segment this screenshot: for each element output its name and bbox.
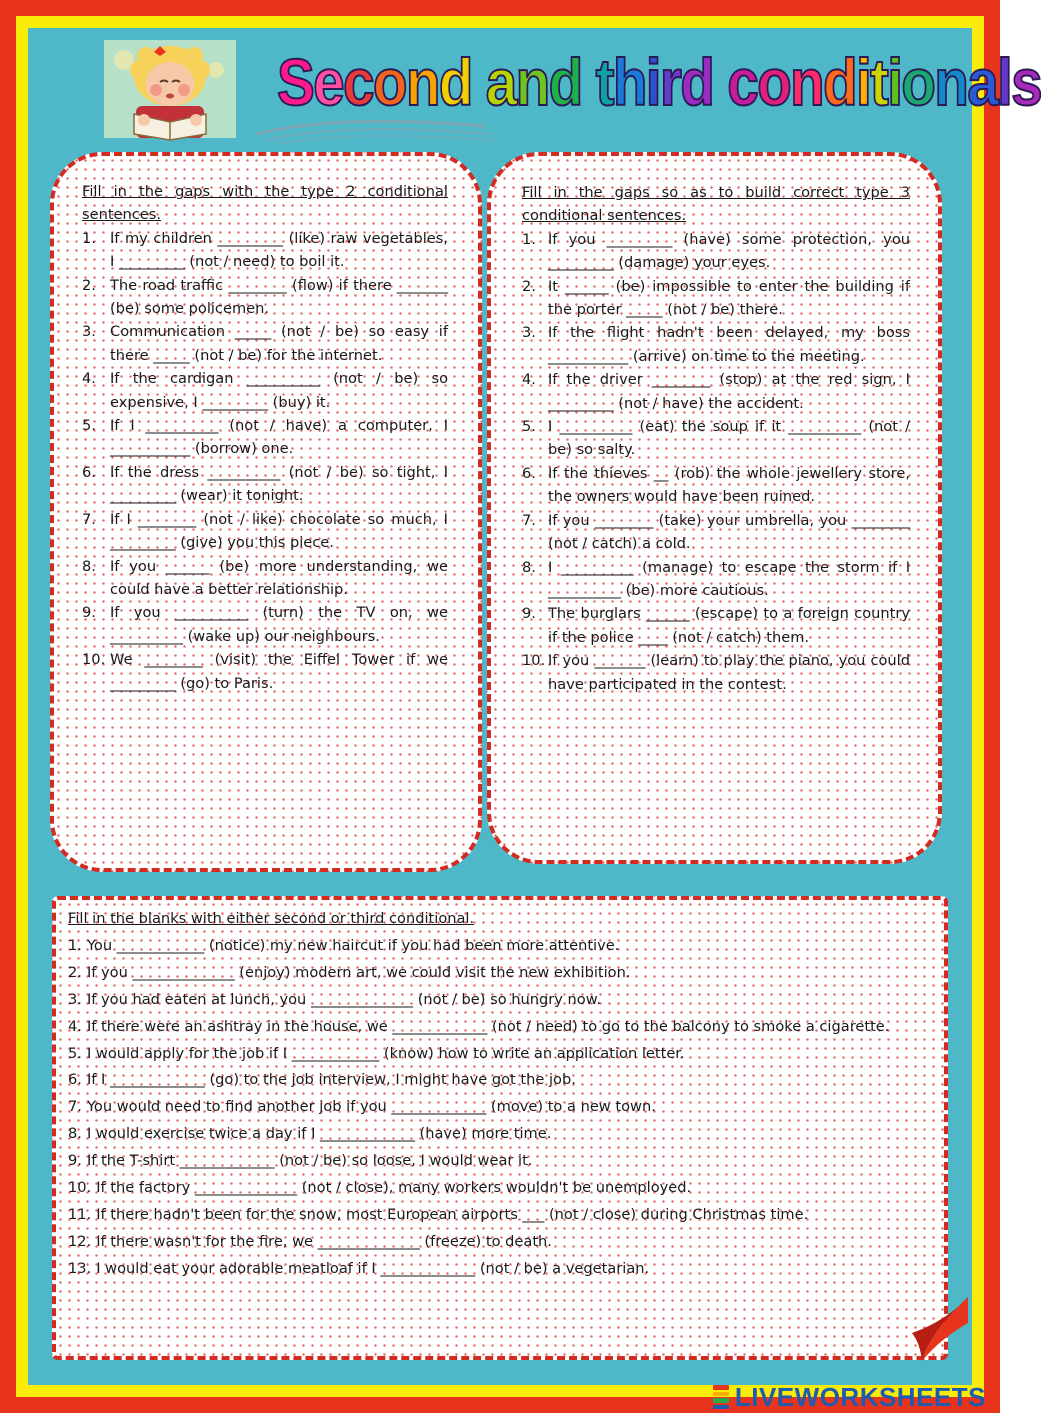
type2-item-text: If I ________ (not / like) chocolate so much, I _________ (give) you this piece. (110, 510, 448, 552)
title-letter: s (1011, 45, 1041, 119)
type2-item-number: 2. (82, 276, 96, 294)
type3-item-number: 6. (522, 464, 536, 482)
mixed-item-number: 3. (68, 990, 82, 1008)
type3-item-text: If you _________ (have) some protection, you _________ (damage) your eyes. (548, 230, 910, 272)
title-letter: t (870, 45, 888, 119)
title-letter: i (645, 45, 660, 119)
liveworksheets-wordmark: LIVEWORKSHEETS (734, 1381, 986, 1412)
type2-item (82, 367, 448, 414)
brand-mark-bar (713, 1398, 729, 1403)
mixed-item-number: 9. (68, 1152, 82, 1170)
mixed-item (68, 1256, 938, 1283)
mixed-item (68, 1094, 938, 1121)
type3-item-text: If you ________ (take) your umbrella, you ________ (not / catch) a cold. (548, 511, 910, 553)
title-letter: n (405, 45, 439, 119)
title-letter: i (855, 45, 871, 119)
type3-item-number: 5. (522, 418, 536, 436)
mixed-item-number: 11. (68, 1205, 92, 1223)
title-letter: o (757, 45, 791, 119)
type3-item (522, 228, 910, 275)
type2-item-number: 6. (82, 463, 96, 481)
type2-item-text: If you __________ (turn) the TV on, we __________ (wake up) our neighbours. (110, 604, 448, 645)
mixed-item-number: 2. (68, 963, 82, 981)
type2-item-number: 3. (82, 323, 96, 341)
type3-item (522, 275, 910, 322)
mixed-item (68, 1041, 938, 1068)
reading-girl-illustration (104, 40, 236, 138)
type2-item-number: 10. (82, 651, 106, 669)
type2-item-text: If the dress __________ (not / be) so tight, I _________ (wear) it tonight. (110, 463, 448, 505)
mixed-item-text: I would apply for the job if I ____________ (know) how to write an application letter. (86, 1044, 685, 1062)
mixed-item-number: 4. (68, 1017, 82, 1035)
type2-item (82, 508, 448, 555)
type3-item (522, 415, 910, 462)
page-curl-decoration (850, 1293, 970, 1363)
type2-item (82, 274, 448, 321)
type3-item-number: 9. (522, 605, 536, 623)
title-letter: c (343, 45, 373, 119)
type2-item-number: 9. (82, 604, 96, 622)
type3-item-text: If the driver ________ (stop) at the red sign, I _________ (not / have) the accident. (548, 371, 910, 412)
type3-item-number: 10. (522, 652, 546, 670)
title-letter: o (901, 45, 935, 119)
mixed-item (68, 1148, 938, 1175)
mixed-item-number: 6. (68, 1071, 82, 1089)
type2-item (82, 227, 448, 274)
type2-item (82, 414, 448, 461)
type3-item-text: If the thieves __ (rob) the whole jewellery store, the owners would have been ruined. (548, 464, 910, 506)
type3-item (522, 509, 910, 556)
title-letter: i (887, 45, 902, 119)
mixed-exercise (68, 906, 938, 1283)
type2-item-number: 7. (82, 510, 96, 528)
mixed-item-text: If you ______________ (enjoy) modern art, we could visit the new exhibition. (86, 963, 631, 981)
title-block (255, 38, 1041, 148)
mixed-item-text: If there wasn't for the fire, we ______________ (freeze) to death. (96, 1232, 552, 1250)
type2-item-text: If the cardigan __________ (not / be) so expensive, I _________ (buy) it. (110, 370, 448, 411)
type2-item-number: 1. (82, 229, 96, 247)
mixed-item (68, 987, 938, 1014)
type3-instruction: Fill in the gaps so as to build correct type 3 conditional sentences. (522, 184, 910, 225)
mixed-item-text: I would eat your adorable meatloaf if I _____________ (not / be) a vegetarian. (96, 1259, 650, 1277)
type2-item-text: We ________ (visit) the Eiffel Tower if we _________ (go) to Paris. (110, 651, 448, 692)
mixed-item-number: 12. (68, 1232, 92, 1250)
title-letter: h (612, 45, 646, 119)
type3-item (522, 321, 910, 368)
liveworksheets-logo (710, 1383, 986, 1411)
title-letter: n (934, 45, 968, 119)
type2-item-text: The road traffic ________ (flow) if there _______ (be) some policemen. (110, 276, 448, 318)
type3-item-number: 1. (522, 230, 536, 248)
type3-item (522, 602, 910, 649)
type3-item-text: I __________ (manage) to escape the storm if I __________ (be) more cautious. (548, 558, 910, 599)
mixed-instruction: Fill in the blanks with either second or third conditional. (68, 910, 475, 927)
title-letter: d (680, 45, 714, 119)
title-letter: S (277, 45, 314, 119)
type3-item-number: 2. (522, 277, 536, 295)
type2-exercise (82, 180, 448, 695)
type3-item (522, 649, 910, 696)
title-letter (713, 45, 727, 119)
brand-mark-bar (713, 1392, 729, 1397)
title-letter: d (548, 45, 582, 119)
mixed-item-number: 10. (68, 1179, 92, 1197)
type2-item-text: If you ______ (be) more understanding, we could have a better relationship. (110, 557, 448, 598)
title-letter: t (595, 45, 613, 119)
mixed-item-text: If the factory ______________ (not / close), many workers wouldn't be unemployed. (96, 1179, 692, 1197)
liveworksheets-mark-icon (710, 1384, 732, 1410)
type3-item-number: 7. (522, 511, 536, 529)
brand-mark-bar (713, 1405, 729, 1410)
mixed-item-number: 13. (68, 1259, 92, 1277)
type2-item-number: 8. (82, 557, 96, 575)
mixed-item (68, 1175, 938, 1202)
title-letter: d (438, 45, 472, 119)
type3-item-text: I __________ (eat) the soup if it __________ (not / be) so salty. (548, 418, 910, 459)
title-letter: n (515, 45, 549, 119)
type3-item (522, 556, 910, 603)
mixed-item-number: 8. (68, 1125, 82, 1143)
mixed-item (68, 960, 938, 987)
title-letter: l (997, 45, 1012, 119)
mixed-item-text: You would need to find another job if you _____________ (move) to a new town. (86, 1098, 656, 1116)
mixed-item (68, 1014, 938, 1041)
mixed-item (68, 1067, 938, 1094)
type3-item-text: If you _______ (learn) to play the piano, you could have participated in the contest. (548, 652, 910, 693)
title-letter: d (823, 45, 856, 119)
title-letter: a (485, 45, 516, 119)
type3-item (522, 462, 910, 509)
type3-item-number: 4. (522, 371, 536, 389)
type2-item-text: If I __________ (not / have) a computer, I ___________ (borrow) one. (110, 417, 448, 458)
type3-item-text: The burglars ______ (escape) to a foreign country if the police ____ (not / catch) them. (548, 605, 910, 646)
type2-item-text: Communication _____ (not / be) so easy if there _____ (not / be) for the internet. (110, 323, 448, 364)
mixed-item (68, 1121, 938, 1148)
type2-item (82, 461, 448, 508)
title-letter: a (967, 45, 998, 119)
type2-item-number: 4. (82, 370, 96, 388)
mixed-item-number: 1. (68, 936, 82, 954)
mixed-item-text: If the T-shirt _____________ (not / be) so loose, I would wear it. (86, 1152, 533, 1170)
type2-item (82, 648, 448, 695)
mixed-item (68, 933, 938, 960)
mixed-item-text: If I _____________ (go) to the job interview, I might have got the job. (86, 1071, 576, 1089)
type2-item (82, 555, 448, 602)
brand-mark-bar (713, 1385, 729, 1390)
title-letter: n (790, 45, 824, 119)
type3-item-number: 3. (522, 324, 536, 342)
title-letter: o (372, 45, 406, 119)
type3-item (522, 368, 910, 415)
type2-item-number: 5. (82, 417, 96, 435)
mixed-item-text: I would exercise twice a day if I _____________ (have) more time. (86, 1125, 552, 1143)
type2-instruction: Fill in the gaps with the type 2 conditional sentences. (82, 183, 448, 224)
mixed-item-text: You ____________ (notice) my new haircut if you had been more attentive. (86, 936, 620, 954)
type3-exercise (522, 181, 910, 696)
type3-item-text: If the flight hadn't been delayed, my boss ___________ (arrive) on time to the meeting. (548, 324, 910, 365)
mixed-item-text: If you had eaten at lunch, you ______________ (not / be) so hungry now. (86, 990, 601, 1008)
type2-item (82, 320, 448, 367)
mixed-item-number: 5. (68, 1044, 82, 1062)
page-title (277, 44, 1041, 120)
title-letter: c (727, 45, 758, 119)
mixed-item-text: If there hadn't been for the snow, most European airports ___ (not / close) during Christmas time. (96, 1205, 809, 1223)
type3-item-number: 8. (522, 558, 536, 576)
mixed-item (68, 1229, 938, 1256)
mixed-item (68, 1202, 938, 1229)
title-letter (582, 45, 596, 119)
type3-item-text: It ______ (be) impossible to enter the building if the porter _____ (not / be) there. (548, 277, 910, 319)
title-letter (472, 45, 486, 119)
title-letter: r (659, 45, 681, 119)
mixed-item-number: 7. (68, 1098, 82, 1116)
title-letter: e (313, 45, 344, 119)
type2-item-text: If my children _________ (like) raw vegetables, I _________ (not / need) to boil it. (110, 229, 448, 271)
type2-item (82, 601, 448, 648)
mixed-item-text: If there were an ashtray in the house, we _____________ (not / need) to go to the balcony to smoke a cigarette. (86, 1017, 890, 1035)
